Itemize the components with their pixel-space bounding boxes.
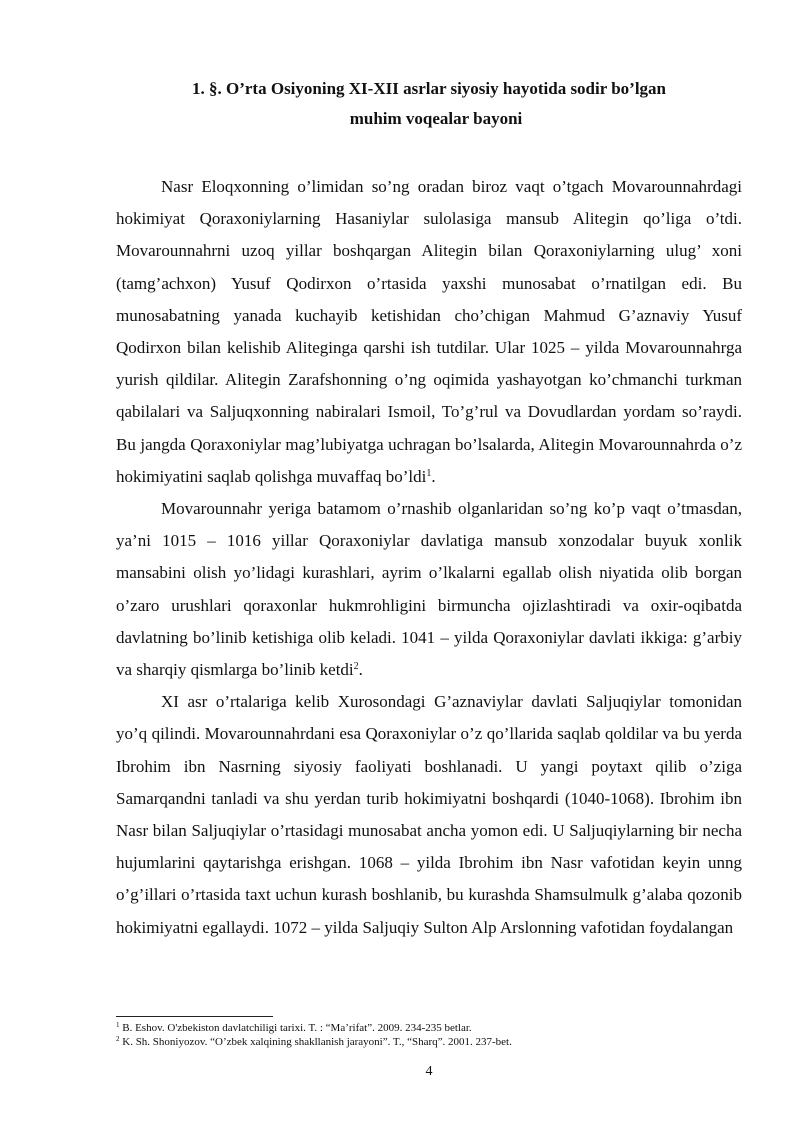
footnotes xyxy=(116,1021,742,1049)
footnote-mark: 1 xyxy=(116,1021,120,1029)
paragraph-text: Nasr Eloqxonning o’limidan so’ng oradan biroz vaqt o’tgach Movarounnahrdagi hokimiyat Qoraxoniylarning Hasaniylar sulolasiga mansub Alitegin qo’liga o’tdi. Movarounnahrni uzoq yillar boshqargan Alitegin bilan Qoraxoniylarning ulug’ xoni (tamg’achxon) Yusuf Qodirxon o’rtasida yaxshi munosabat o’rnatilgan edi. Bu munosabatning yanada kuchayib ketishidan cho’chigan Mahmud G’aznaviy Yusuf Qodirxon bilan kelishib Aliteginga qarshi ish tutdilar. Ular 1025 – yilda Movarounnahrga yurish qildilar. Alitegin Zarafshonning o’ng oqimida yashayotgan ko’chmanchi turkman qabilalari va Saljuqxonning nabiralari Ismoil, To’g’rul va Dovudlardan yordam so’raydi. Bu jangda Qoraxoniylar mag’lubiyatga uchragan bo’lsalarda, Alitegin Movarounnahrda o’z hokimiyatini saqlab qolishga muvaffaq bo’ldi xyxy=(116,177,742,486)
footnote-ref-2[interactable]: 2 xyxy=(353,661,359,673)
body-text xyxy=(116,171,742,944)
paragraph-end: . xyxy=(431,466,436,486)
footnote-2 xyxy=(116,1035,742,1049)
paragraph-3 xyxy=(116,686,742,944)
section-heading xyxy=(116,74,742,134)
paragraph-end: . xyxy=(358,660,363,680)
footnote-text: K. Sh. Shoniyozov. “O’zbek xalqining shakllanish jarayoni”. T., “Sharq”. 2001. 237-bet. xyxy=(119,1036,512,1048)
paragraph-2 xyxy=(116,493,742,686)
footnote-mark: 2 xyxy=(116,1035,120,1043)
heading-line-1: 1. §. O’rta Osiyoning XI-XII asrlar siyosiy hayotida sodir bo’lgan xyxy=(192,79,667,98)
heading-line-2: muhim voqealar bayoni xyxy=(349,109,523,128)
paragraph-text: Movarounnahr yeriga batamom o’rnashib olganlaridan so’ng ko’p vaqt o’tmasdan, ya’ni 1015 – 1016 yillar Qoraxoniylar davlatiga mansub xonzodalar buyuk xonlik mansabini olish yo’lidagi kurashlari, ayrim o’lkalarni egallab olish niyatida olib borgan o’zaro urushlari qoraxonlar hukmrohligini birmuncha ojizlashtiradi va oxir-oqibatda davlatning bo’linib ketishiga olib keladi. 1041 – yilda Qoraxoniylar davlati ikkiga: g’arbiy va sharqiy qismlarga bo’linib ketdi xyxy=(116,499,742,680)
footnote-separator xyxy=(116,1016,273,1017)
footnote-ref-1[interactable]: 1 xyxy=(426,467,432,479)
page-number: 4 xyxy=(425,1064,433,1079)
paragraph-1 xyxy=(116,171,742,493)
footnote-1 xyxy=(116,1021,742,1035)
paragraph-text: XI asr o’rtalariga kelib Xurosondagi G’aznaviylar davlati Saljuqiylar tomonidan yo’q qilindi. Movarounnahrdani esa Qoraxoniylar o’z qo’llarida saqlab qoldilar va bu yerda Ibrohim ibn Nasrning siyosiy faoliyati boshlanadi. U yangi poytaxt qilib o’ziga Samarqandni tanladi va shu yerdan turib hokimiyatni boshqardi (1040-1068). Ibrohim ibn Nasr bilan Saljuqiylar o’rtasidagi munosabat ancha yomon edi. U Saljuqiylarning bir necha hujumlarini qaytarishga erishgan. 1068 – yilda Ibrohim ibn Nasr vafotidan keyin unng o’g’illari o’rtasida taxt uchun kurash boshlanib, bu kurashda Shamsulmulk g’alaba qozonib hokimiyatni egallaydi. 1072 – yilda Saljuqiy Sulton Alp Arslonning vafotidan foydalangan xyxy=(116,692,742,937)
footnote-text: B. Eshov. O'zbekiston davlatchiligi tarixi. T. : “Ma’rifat”. 2009. 234-235 betlar. xyxy=(119,1022,472,1034)
